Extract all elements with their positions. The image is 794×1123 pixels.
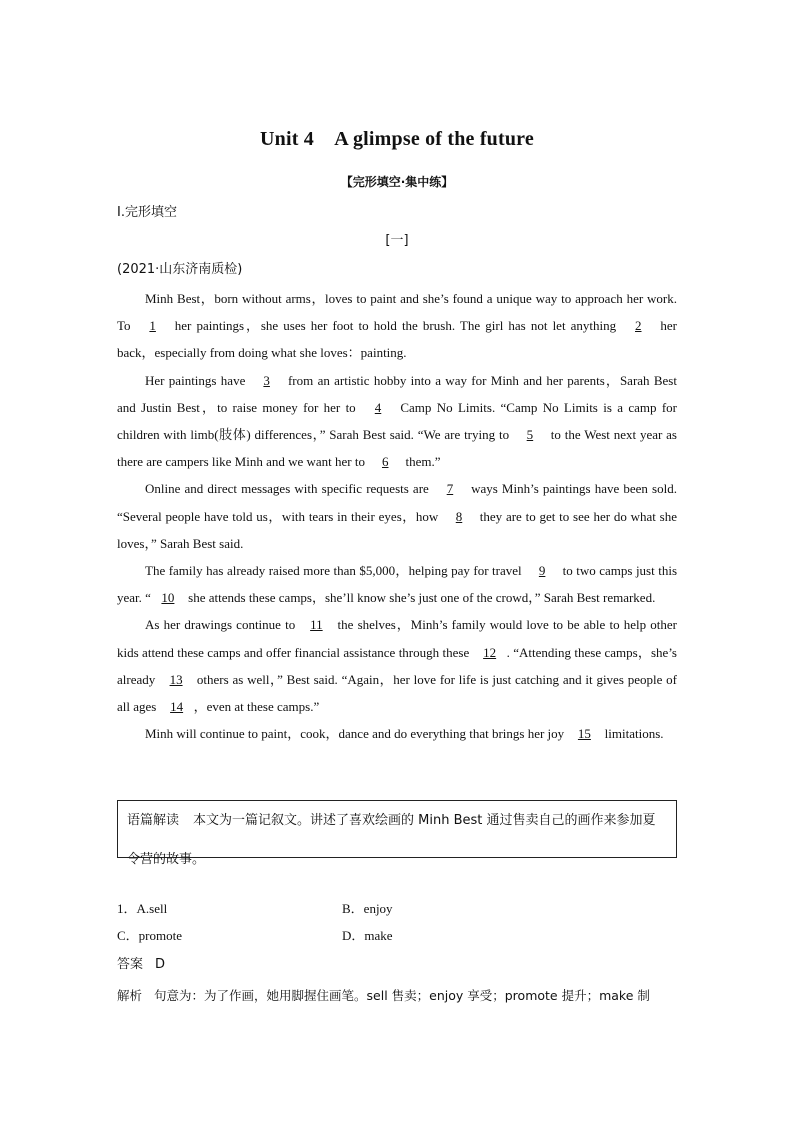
cloze-blank: 14 <box>170 699 184 715</box>
question-options <box>117 898 677 952</box>
reading-summary-text: 本文为一篇记叙文。讲述了喜欢绘画的 Minh Best 通过售卖自己的画作来参加夏令营的故事。 <box>127 813 656 867</box>
cloze-blank: 9 <box>538 563 546 579</box>
cloze-blank: 10 <box>161 590 175 606</box>
option-a: 1．A.sell <box>117 901 168 916</box>
answer-label: 答案 <box>117 957 144 972</box>
passage-paragraph: Minh Best，born without arms，loves to paint and she’s found a unique way to approach her work. To 1 her paintings，she uses her foot to hold the brush. The girl has not let anything 2 her back，especially from doing what she loves：painting. <box>117 291 677 361</box>
analysis-text: 句意为：为了作画，她用脚握住画笔。sell 售卖；enjoy 享受；promote 提升；make 制 <box>154 988 650 1003</box>
page-title: Unit 4 A glimpse of the future <box>260 128 534 150</box>
passage-paragraph: As her drawings continue to 11 the shelves，Minh’s family would love to be able to help other kids attend these camps and offer financial assistance through these 12 . “Attending these camps，she’s already 13 others as well，” Best said. “Again，her love for life is just catching and it gives people of all ages 14 ，even at these camps.” <box>117 611 677 720</box>
analysis-line <box>117 986 677 1004</box>
passage-paragraph: Her paintings have 3 from an artistic hobby into a way for Minh and her parents，Sarah Best and Justin Best，to raise money for her to 4 Camp No Limits. “Camp No Limits is a camp for children with limb(肢体) differences，” Sarah Best said. “We are trying to 5 to the West next year as there are campers like Minh and we want her to 6 them.” <box>117 367 677 476</box>
cloze-blank: 15 <box>577 726 591 742</box>
option-b: B．enjoy <box>342 901 393 916</box>
cloze-passage <box>117 285 677 747</box>
cloze-blank: 2 <box>635 318 642 334</box>
cloze-blank: 12 <box>483 644 497 660</box>
passage-paragraph: Minh will continue to paint，cook，dance and do everything that brings her joy 15 limitations. <box>117 720 677 747</box>
passage-paragraph: Online and direct messages with specific requests are 7 ways Minh’s paintings have been sold. “Several people have told us，with tears in their eyes，how 8 they are to get to see her do what she loves，” Sarah Best said. <box>117 475 677 557</box>
source-note: (2021·山东济南质检) <box>117 262 243 277</box>
answer-line <box>117 953 165 972</box>
passage-paragraph: The family has already raised more than $5,000，helping pay for travel 9 to two camps just this year. “ 10 she attends these camps，she’ll know she’s just one of the crowd，” Sarah Best remarked. <box>117 557 677 611</box>
reading-summary-label: 语篇解读 <box>127 813 180 828</box>
cloze-blank: 13 <box>169 671 183 687</box>
reading-summary-box <box>117 800 677 867</box>
cloze-blank: 1 <box>149 318 156 334</box>
cloze-blank: 11 <box>310 617 323 633</box>
cloze-blank: 6 <box>381 454 389 470</box>
cloze-blank: 7 <box>446 481 454 497</box>
cloze-blank: 4 <box>374 399 382 415</box>
cloze-blank: 5 <box>526 427 534 443</box>
option-c: C．promote <box>117 928 182 943</box>
exercise-type-heading: 【完形填空·集中练】 <box>340 175 454 189</box>
analysis-label: 解析 <box>117 988 143 1003</box>
section-heading: Ⅰ.完形填空 <box>117 205 177 220</box>
part-heading: [一] <box>385 233 409 248</box>
cloze-blank: 8 <box>455 508 463 524</box>
answer-value: D <box>155 957 166 972</box>
cloze-blank: 3 <box>263 372 270 388</box>
option-d: D．make <box>342 928 393 943</box>
